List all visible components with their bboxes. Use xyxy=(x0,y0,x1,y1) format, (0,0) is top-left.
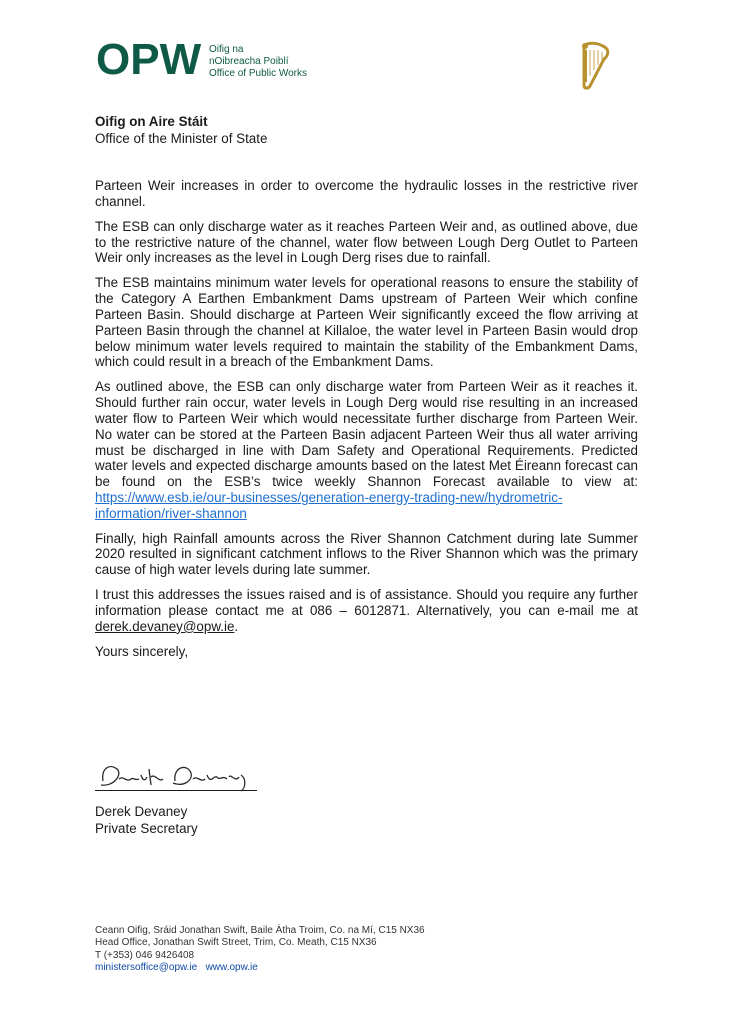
opw-logo-text xyxy=(209,44,307,80)
paragraph-6 xyxy=(95,587,638,634)
harp-icon xyxy=(578,40,612,92)
footer-website-link[interactable]: www.opw.ie xyxy=(205,962,258,974)
opw-logo: OPW xyxy=(96,35,202,84)
minister-office-irish: Oifig on Aire Stáit xyxy=(95,114,208,129)
closing: Yours sincerely, xyxy=(95,643,189,659)
handwritten-signature xyxy=(95,755,270,795)
footer-line-3: T (+353) 046 9426408 xyxy=(95,949,195,961)
email-link[interactable]: derek.devaney@opw.ie xyxy=(95,618,235,634)
esb-forecast-link[interactable]: https://www.esb.ie/our-businesses/generation-energy-trading-new/hydrometric-information/river-shannon xyxy=(95,489,563,521)
footer-line-1: Ceann Oifig, Sráid Jonathan Swift, Baile Átha Troim, Co. na Mí, C15 NX36 xyxy=(95,925,425,936)
paragraph-4 xyxy=(95,379,638,521)
signatory-block xyxy=(95,803,198,837)
letterhead xyxy=(0,0,741,100)
signature-line xyxy=(95,790,257,791)
paragraph-6-end: . xyxy=(234,618,239,634)
footer-address xyxy=(95,925,425,975)
footer-email-link[interactable]: ministersoffice@opw.ie xyxy=(95,962,198,974)
paragraph-1: Parteen Weir increases in order to overcome the hydraulic losses in the restrictive river channel. xyxy=(95,178,638,209)
minister-office-block xyxy=(95,113,267,147)
paragraph-5: Finally, high Rainfall amounts across the River Shannon Catchment during late Summer 2020 resulted in significant catchment inflows to the River Shannon which was the primary cause of high water levels during late summer. xyxy=(95,530,638,578)
signatory-title: Private Secretary xyxy=(95,821,198,836)
logo-line-1: Oifig na xyxy=(209,44,244,55)
paragraph-6-text: I trust this addresses the issues raised and is of assistance. Should you require any further information please contact me at 086 – 6012871. Alternatively, you can e-mail me at xyxy=(95,587,638,619)
footer-line-2: Head Office, Jonathan Swift Street, Trim, Co. Meath, C15 NX36 xyxy=(95,937,377,949)
logo-line-3: Office of Public Works xyxy=(209,68,307,79)
minister-office-english: Office of the Minister of State xyxy=(95,131,268,146)
logo-line-2: nOibreacha Poiblí xyxy=(209,56,289,67)
paragraph-3: The ESB maintains minimum water levels for operational reasons to ensure the stability of the Category A Earthen Embankment Dams upstream of Parteen Weir which confine Parteen Basin. Should discharge at Parteen Weir significantly exceed the flow arriving at Parteen Basin through the channel at Killaloe, the water level in Parteen Basin would drop below minimum water levels required to maintain the stability of the Embankment Dams, which could result in a breach of the Embankment Dams. xyxy=(95,275,638,370)
signatory-name: Derek Devaney xyxy=(95,804,188,819)
footer-links xyxy=(95,962,425,974)
paragraph-2: The ESB can only discharge water as it reaches Parteen Weir and, as outlined above, due to the restrictive nature of the channel, water flow between Lough Derg Outlet to Parteen Weir only increases as the level in Lough Derg rises due to rainfall. xyxy=(95,218,638,266)
paragraph-4-text: As outlined above, the ESB can only discharge water from Parteen Weir as it reaches it. Should further rain occur, water levels in Lough Derg would rise resulting in an increased water flow to Parteen Weir which would necessitate further discharge from Parteen Weir. No water can be stored at the Parteen Basin adjacent Parteen Weir thus all water arriving must be discharged in line with Dam Safety and Operational Requirements. Predicted water levels and expected discharge amounts based on the latest Met Éireann forecast can be found on the ESB’s twice weekly Shannon Forecast available to view at: xyxy=(95,379,638,490)
letter-body xyxy=(95,178,638,669)
